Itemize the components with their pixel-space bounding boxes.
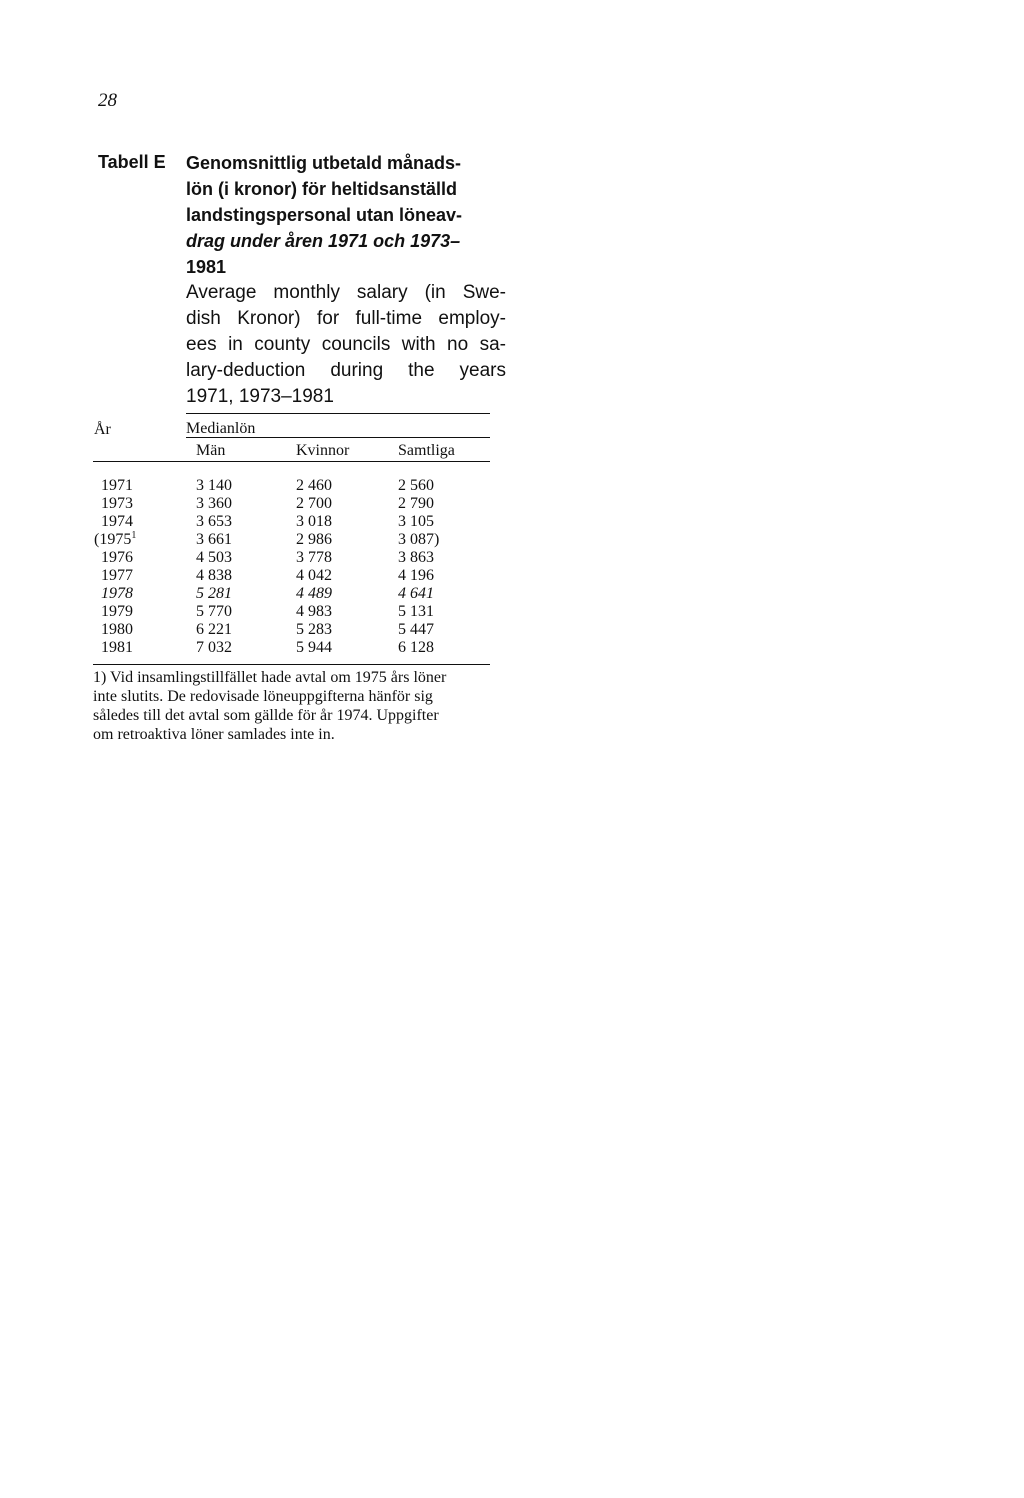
cell-men: 3 360 [196,495,232,512]
cell-men: 3 140 [196,477,232,494]
table-title-swedish [186,150,506,280]
cell-women: 3 778 [296,549,332,566]
cell-year: 1973 [101,495,133,512]
cell-women: 4 489 [296,585,332,602]
title-sv-line: landstingspersonal utan löneav- [186,205,463,225]
cell-year-text: (1975 [94,531,132,548]
table-top-rule [186,413,490,414]
footnote-line: 1) Vid insamlingstillfället hade avtal om 1975 års löner [93,669,447,686]
cell-men: 3 653 [196,513,232,530]
cell-women: 5 283 [296,621,332,638]
cell-men: 3 661 [196,531,232,548]
cell-year: 1977 [101,567,133,584]
column-group-header-median: Medianlön [186,420,256,437]
table-row [0,621,1024,639]
title-en-line: dish Kronor) for full-time employ- [186,308,506,329]
column-header-women: Kvinnor [296,442,350,459]
footnote-marker: 1 [131,530,137,541]
cell-all: 4 641 [398,585,434,602]
cell-women: 5 944 [296,639,332,656]
table-row [0,477,1024,495]
footnote-line: således till det avtal som gällde för år 1974. Uppgifter [93,707,439,724]
cell-men: 7 032 [196,639,232,656]
column-header-men: Män [196,442,226,459]
table-row [0,495,1024,513]
cell-men: 6 221 [196,621,232,638]
cell-all: 2 560 [398,477,434,494]
title-en-line: lary-deduction during the years [186,360,506,381]
table-footnote [93,668,503,744]
table-label: Tabell E [98,152,166,172]
cell-women: 4 983 [296,603,332,620]
cell-women: 3 018 [296,513,332,530]
cell-all: 2 790 [398,495,434,512]
title-en-line: 1971, 1973–1981 [186,386,334,407]
table-row [0,531,1024,549]
cell-year: 1981 [101,639,133,656]
column-header-all: Samtliga [398,442,455,459]
footnote-line: om retroaktiva löner samlades inte in. [93,726,335,743]
cell-year: 1978 [101,585,133,602]
table-title-english [186,280,506,410]
title-en-line: Average monthly salary (in Swe- [186,282,506,303]
table-row [0,513,1024,531]
table-row [0,549,1024,567]
cell-all: 3 105 [398,513,434,530]
table-row [0,567,1024,585]
cell-all: 6 128 [398,639,434,656]
title-sv-line: lön (i kronor) för heltidsanställd [186,179,458,199]
title-en-line: ees in county councils with no sa- [186,334,506,355]
cell-men: 4 503 [196,549,232,566]
cell-women: 2 700 [296,495,332,512]
table-row [0,585,1024,603]
title-sv-line: drag under åren 1971 och 1973– [186,231,461,251]
cell-men: 5 281 [196,585,232,602]
title-sv-line: Genomsnittlig utbetald månads- [186,153,462,173]
cell-women: 2 460 [296,477,332,494]
footnote-line: inte slutits. De redovisade löneuppgifterna hänför sig [93,688,433,705]
table-row [0,639,1024,657]
cell-all: 5 447 [398,621,434,638]
cell-year: 1971 [101,477,133,494]
cell-women: 2 986 [296,531,332,548]
title-sv-line: 1981 [186,257,227,277]
cell-year: 1976 [101,549,133,566]
cell-all: 3 863 [398,549,434,566]
table-row [0,603,1024,621]
cell-all: 3 087) [398,531,440,548]
cell-men: 5 770 [196,603,232,620]
header-bottom-rule [93,461,490,462]
table-bottom-rule [93,664,490,665]
cell-year: 1974 [101,513,133,530]
cell-all: 4 196 [398,567,434,584]
page-number: 28 [98,90,117,111]
cell-women: 4 042 [296,567,332,584]
cell-year: 1980 [101,621,133,638]
cell-all: 5 131 [398,603,434,620]
cell-year: 1979 [101,603,133,620]
cell-year [94,531,136,549]
cell-men: 4 838 [196,567,232,584]
column-header-year: År [94,421,111,438]
